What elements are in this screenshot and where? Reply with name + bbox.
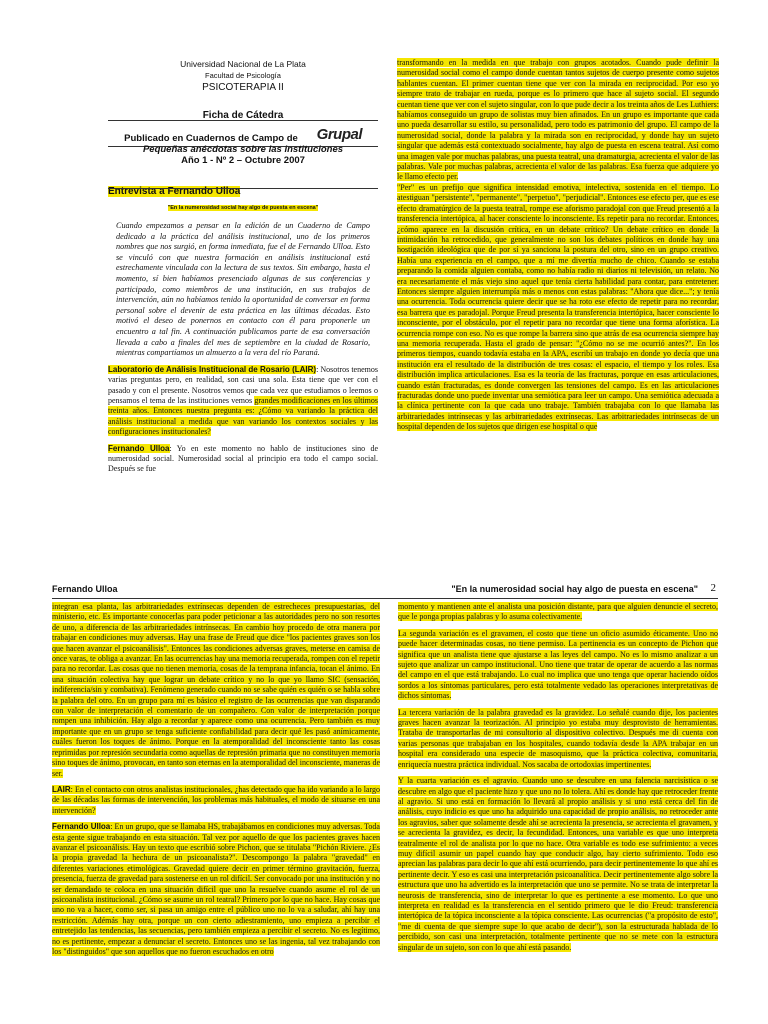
right-paragraph-2: "Per" es un prefijo que significa intensidad emotiva, intelectiva, sostenida en el tiempo. Lo atestiguan "persistente", "permanente", "perpetuo", "perjudicial". Entonces ese efecto per, que es ese efecto dramatúrgico de la puesta teatral, rompe ese aforismo paradojal con que Freud presentó a la transferencia intertópica, al hacer consciente lo inconsciente. Es repetir para no recordar. Entonces, ¿cómo aparece en la discusión crítica, en un debate crítico? Un debate crítico en donde la intimidación ha retrocedido, que generalmente no son los debates políticos en donde hay una hostigación ideológica que de por sí ya sanciona la postura del otro, sino en un grupo creativo. Había una experiencia en el campo, que a mí me divertía mucho de chico. Cuando se estaba preparando la comida alguien contaba, como no había radio ni diarios ni televisión, un relato. No era necesariamente el más viejo sino aquel que tenía cierta habilidad para contar, para entretener. Entonces siempre alguien interrumpía más o menos con estas palabras: "Ahora que dice..."; y tenía una ocurrencia. Toda ocurrencia quiere decir que se ha roto ese efecto de repetir para no recordar, esa barrera que es paradojal. Porque Freud presenta la transferencia intertópica, hacer consciente lo inconsciente, por el obstáculo, por el repetir para no recordar que tiene una forma aforística. La ocurrencia rompe con eso. No es que rompe la barrera sino que atrás de esa ocurrencia siempre hay una memoria recuperada. Hasta el grado de pensar: "¿Cómo no se me ocurrió antes?". En los primeros tiempos, cuando todavía estaba en la APA, escribí un trabajo en donde yo decía que una institución era el resultado de la distribución de tres cosas: el espacio, el tiempo y los roles. Esa distribución implica articulaciones. Esa es la teoría de las fracturas, porque en esas articulaciones, cuando están fracturadas, es donde convergen las tensiones del campo. Es en las articulaciones fracturadas donde uno puede inventar una semiótica para leer un campo. Una semiótica adecuada a la clínica pertinente con la que cada uno trabaje. También trabajaba con lo que llamaba las arbitrariedades intrínsecas y las arbitrariedades extrínsecas. Las arbitrariedades intrínsecas de un hospital dependen de los sujetos que dirigen ese hospital o que (397, 182, 719, 432)
p2-left-column (52, 602, 380, 1024)
running-head-rule (52, 598, 718, 599)
header-divider (108, 120, 378, 121)
course-name: PSICOTERAPIA II (202, 82, 284, 93)
publication-info (108, 126, 378, 166)
institution-header (108, 58, 378, 94)
publication-divider (108, 188, 378, 189)
answer-2: Fernando Ulloa: En un grupo, que se llamaba HS, trabajábamos en condiciones muy adversas. Toda esta gente sigue trabajando en esta situación. Tal vez por aquello de que los pacientes graves hacen avanzar el psicoanálisis. Hay un texto que escribió sobre Pichon, que se titulaba "Pichón Riviere. ¿Es la propia gravedad la hechura de un psicoanalista?". Descompongo la palabra "gravedad" en diferentes variaciones etimológicas. Gravedad quiere decir en primer término gravitación, fuerza, presencia, fuerza de gravedad para sostenerse en un rol difícil. Ser convocado por una institución y no ser demandado te coloca en una situación difícil que uno la resuelve cuando asume el rol de un psicoanalista institucional. ¿Cómo se asume un rol teatral? Primero por lo que no hace. Hay cosas que uno no va a hacer, como ser, si pasa un amigo entre el público uno no lo va a saludar, ahí hay una restricción. Adémás hay otra, porque un con cierto adiestramiento, uno empieza a percibir el entretejido las tendencias, las secuencias, pero también empieza a percibir el secreto. No es legítimo, no es pertinente, empezar a denunciar el secreto. Entonces uno se las ingenia, tal vez trabajando con los "distinguidos" que son aquellos que no fueron escuchados en otro (52, 822, 380, 956)
running-head-left: Fernando Ulloa (52, 584, 118, 594)
grupal-logo: Grupal (316, 126, 362, 143)
document-type: Ficha de Cátedra (202, 110, 284, 121)
article-title: Entrevista a Fernando Ulloa (108, 186, 241, 197)
p2-right-paragraph-4: Y la cuarta variación es el agravio. Cuando uno se descubre en una falencia narcisística o se descubre en algo que el paciente hizo y que uno no lo tolera. Ahí es donde hay que retroceder frente al agravio. Si uno está en formación lo llevará al propio análisis y si uno está cerca del fin de análisis, cuyo indicio es que uno ha adquirido una capacidad de propio análisis, no retroceder ante los agravios, saber que solamente desde ahí se acrecienta la presencia, se acrecienta el gravamen, y se acrecienta la gravidez, es decir, la fecundidad. Entonces, una variable es que uno interpreta teatralmente el rol de analista por lo que no hace. Otra variable es todo ese sufrimiento: a veces muy difícil asumir un papel cuando hay que conducir algo, hay cierto sufrimiento. Todo eso aprecian las palabras para decir lo que ahí está ocurriendo, para decir pertinentemente lo que ahí es pertinente decir. Y eso es casi una interpretación psicoanalítica. Decir pertinentemente algo sobre la estructura que uno ha advertido es la interpretación que uno se permite. No se trata de interpretar la neurosis de transferencia, sino de interpretar lo que es pertinente a ese momento. Lo que uno interpreta en realidad es la transferencia en el sentido primero que le dio Freud: transferencia intertópica de la tópica inconsciente a la tópica consciente. Las ocurrencias ("a propósito de esto", "me di cuenta de que siempre supe lo que acabo de decir"), son la estructurada hablada de lo percibido, son casi una interpretación, totalmente pertinente que no se mete con la estructura singular de un sujeto, son con lo que ahí está pasando. (398, 776, 718, 952)
faculty-name: Facultad de Psicología (205, 71, 281, 80)
p2-right-paragraph-3: La tercera variación de la palabra gravedad es la gravidez. Lo señalé cuando dije, los pacientes graves hacen avanzar la teorización. Al principio yo estaba muy desprovisto de herramientas. Trataba de transportarlas de mi consultorio al dispositivo colectivo. Después me di cuenta con varias personas que trabajaban en los hospitales, cuando todavía desde la APA trabajar en un hospital era considerado una especie de masoquismo, que la práctica colectiva, comunitaria, enriquecía nuestra práctica individual. Nos sacaba de ortodoxias impertinentes. (398, 707, 718, 769)
p2-right-column (398, 602, 718, 1024)
running-head-right: "En la numerosidad social hay algo de puesta en escena" (451, 584, 698, 594)
p2-right-paragraph-1: momento y mantienen ante el analista una posición distante, para que alguien denuncie el secreto, que le ponga propias palabras y lo asuma colectivamente. (398, 602, 718, 622)
question-2: LAIR: En el contacto con otros analistas institucionales, ¿has detectado que ha ido variando a lo largo de las décadas las formas de intervención, los problemas más habituales, el modo de situarse en una intervención? (52, 784, 380, 815)
answer-1: Fernando Ulloa: Yo en este momento no hablo de instituciones sino de numerosidad social. Numerosidad social al principio era todo el campo social. Después se fue (108, 443, 378, 474)
p2-right-paragraph-2: La segunda variación es el gravamen, el costo que tiene un oficio asumido éticamente. Uno no puede hacer determinadas cosas, no tiene permiso. La pertinencia es un concepto de Pichon que significa que un analista tiene que ajustarse a las leyes del campo. No es lo mismo analizar a un sujeto que analizar un campo institucional. Uno tiene que tratar de operar de acuerdo a las normas del campo en el que está trabajando. Lo cual no implica que uno tenga que operar haciendo oídos sordos a los síntomas particulares, pero está totalmente vedado las operaciones interpretativas de dichos síntomas. (398, 628, 718, 701)
publication-line-2: Pequeñas anécdotas sobre las instituciones (142, 144, 344, 155)
page-gap (0, 512, 768, 580)
left-column (108, 58, 378, 498)
article-intro: Cuando empezamos a pensar en la edición de un Cuaderno de Campo dedicado a la práctica del análisis institucional, uno de los primeros nombres que nos surgió, en forma inmediata, fue el de Fernando Ulloa. Esto se vinculó con que nuestra formación en análisis institucional está estrechamente vinculada con la lectura de sus textos. Sin embargo, hasta el momento, sí bien habíamos presenciado algunas de sus conferencias y participado, como miembros de una institución, en sus trabajos de intervención, aún no habíamos tenido la oportunidad de conversar en forma personal sobre el devenir de esta práctica en las últimas décadas. Esto motivó el deseo de ponernos en contacto con él para proponerle un encuentro a tal fin. A continuación publicamos parte de esa conversación llevada a cabo a finales del mes de septiembre en la ciudad de Rosario, mientras compartíamos un almuerzo a la vera del río Paraná. (116, 221, 370, 358)
question-1: Laboratorio de Análisis Institucional de Rosario (LAIR): Nosotros tenemos varias preguntas pero, en realidad, son casi una sola. Esta tiene que ver con el pasado y con el presente. Nosotros vemos que cada vez que estudiamos o leemos o pensamos el tema de las instituciones vemos grandes modificaciones en los últimos treinta años. Entonces nuestra pregunta es: ¿Cómo va variando la práctica del análisis institucional a medida que van variando los contextos sociales y las configuraciones institucionales? (108, 364, 378, 437)
right-column (397, 58, 719, 504)
right-paragraph-1: transformando en la medida en que trabajo con grupos acotados. Cuando pude definir la numerosidad social como el campo donde cuentan tantos sujetos de cuerpo presente como sujetos hablantes cuentan. El primer cuentan tiene que ver con la mirada en reciprocidad. Por eso yo siempre trato de trabajar en rueda, porque es lo primero que hace al sujeto social. El segundo cuentan tiene que ver con el sujeto singular, con lo que pude decir a los treinta años de Les Luthiers: habíamos conseguido un grupo de solistas muy bien afinados. En un grupo es importante que cada uno pueda desarrollar su estilo, su personalidad, pero todo es patrimonio del grupo. El campo de la numerosidad social, donde la palabra y la mirada son en reciprocidad, y donde hay un sujeto singular que además está contextuado socialmente, hay algo de puesta en escena teatral. Así como una imagen vale por muchas palabras, una puesta teatral, una dramaturgia, acrecienta el valor de las palabras. Vale por muchas palabras, acrecienta el valor de las palabras. Esa fuerza que adquiere yo le llamo efecto per. (397, 58, 719, 182)
university-name: Universidad Nacional de La Plata (180, 59, 306, 69)
publication-line-3: Año 1 - Nº 2 – Octubre 2007 (181, 155, 305, 166)
publication-line-1: Publicado en Cuadernos de Campo de (124, 133, 298, 144)
p2-left-paragraph-1: integran esa planta, las arbitrariedades extrínsecas dependen de estrecheces presupuestarias, del ministerio, etc. Es importante conocerlas para poder peticionar a las autoridades pero no son resortes de uno, a diferencia de las arbitrariedades intrínsecas. En cambio hoy procedo de otra manera por trabajar en condiciones muy adversas. Hay una frase de Freud que dice "los pacientes graves son los que hacen avanzar el psicoanálisis". Entonces las condiciones adversas graves, meterse en camisa de once varas, te obliga a avanzar. En las ocurrencias hay una memoria recuperada, rompen con el repetir para no recordar. Las cosas que no tienen memoria, cosas de la temprana infancia, tocan el ánimo. En una situación colectiva hay que lograr un debate crítico y no lo que yo llamo SIC (sensación, indiferencia/sin y combativa). Fenómeno generado cuando no se sabe quién es quién o se habla sobre la palabra del otro. En un grupo para mí es básico el registro de las ocurrencias que van disparando con valor de interpretación el comentario de un compañero. Con valor de interpretación porque rompen una inhibición. Hay algo a recordar y aparece como una ocurrencia. Pero también es muy importante que en un grupo se tenga suficiente confiabilidad para decir qué les pasó anímicamente, cuáles fueron los toques de ánimo. Porque en la atemporalidad del inconsciente tanto las cosas reprimidas por represión secundaria como aquellas de represión primaria que no constituyen memoria sino toques de ánimo, provocan, en tanto son eternas en la atemporalidad del inconsciente, maneras de ser. (52, 602, 380, 778)
article-subtitle: "En la numerosidad social hay algo de puesta en escena" (167, 205, 319, 211)
page-number: 2 (710, 582, 716, 594)
document-page-2 (0, 580, 768, 1024)
